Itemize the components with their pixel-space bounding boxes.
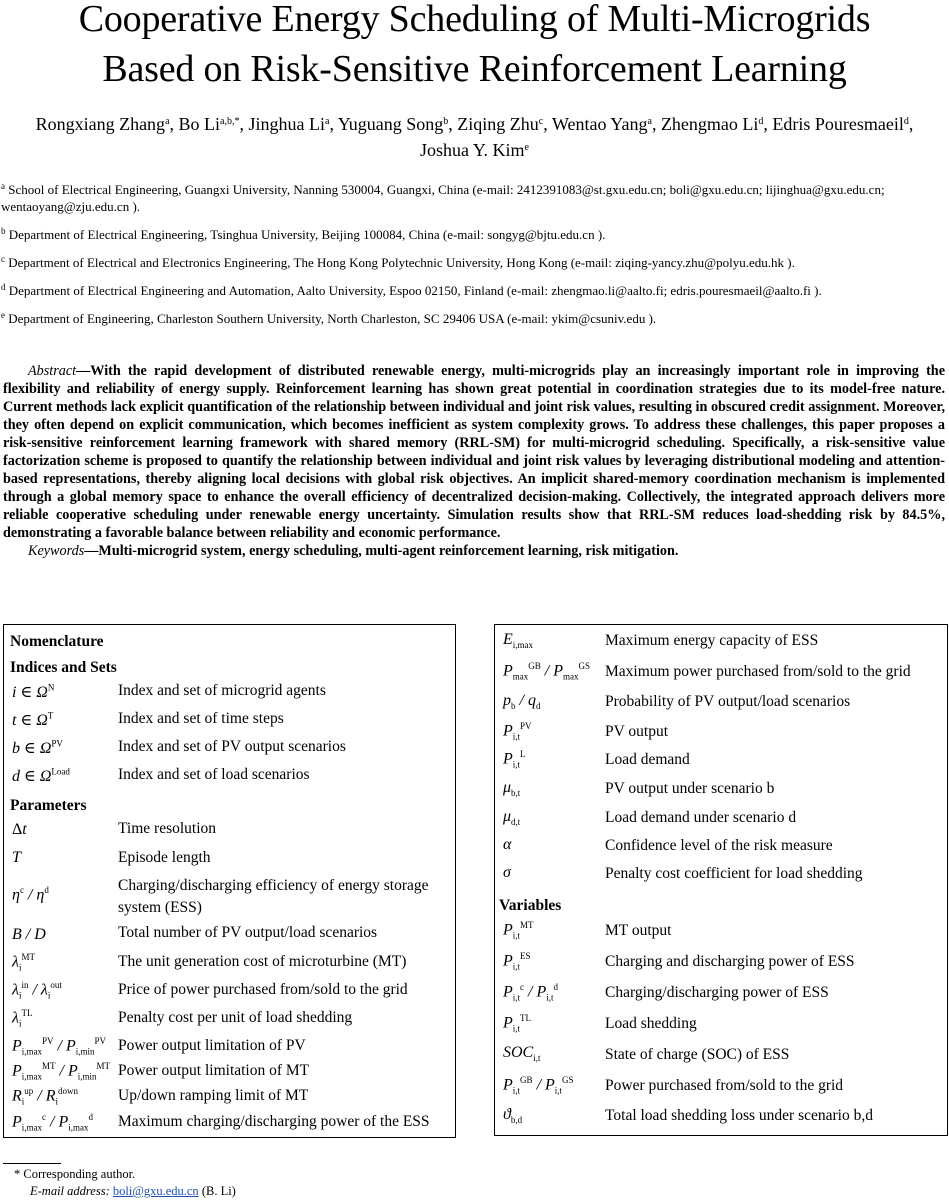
definition: Up/down ramping limit of MT xyxy=(118,1087,309,1104)
definition: Load demand under scenario d xyxy=(605,809,797,826)
corresponding-note: * Corresponding author. xyxy=(14,1167,136,1181)
keywords-label: Keywords xyxy=(28,543,85,559)
definition: Power output limitation of PV xyxy=(118,1037,306,1054)
footnote-rule xyxy=(3,1163,61,1164)
symbol: $ϑ_{b,d}$ xyxy=(503,1106,523,1126)
definition: PV output under scenario b xyxy=(605,780,775,797)
symbol: $SOC_{i,t}$ xyxy=(503,1044,541,1064)
author-list: Rongxiang Zhang$^a$, Bo $Li^{a,b,*}$, Jinghua Li$^a$, Yuguang Song$^b$, Ziqing Zhu$^c$, Wentao Yang$^a$, Zhengmao Li$^d$, Edris Pouresmaeil$^d$, Joshua Y. Kim$^e$ xyxy=(35,114,914,160)
section-variables: Variables xyxy=(499,897,562,914)
symbol: $\lambda_i^{in} / \lambda_i^{out}$ xyxy=(12,980,62,1001)
author-sup: d xyxy=(758,116,764,127)
affiliation xyxy=(1,279,945,299)
abstract-text: —With the rapid development of distributed renewable energy, multi-microgrids play an increasingly important role in improving the flexibility and reliability of energy supply. Reinforcement learning has shown great potential in coordination strategies due to its model-free nature. Current methods lack explicit quantification of the relationship between individual and joint risk values, resulting in obscured credit assignment. Moreover, they often depend on explicit communication, which becomes inefficient as system complexity grows. To address these challenges, this paper proposes a risk-sensitive reinforcement learning framework with shared memory (RRL-SM) for multi-microgrid scheduling. Specifically, a risk-sensitive value factorization scheme is proposed to quantify the relationship between individual and joint risk values by leveraging distributional modeling and attention-based representations, thereby aligning local decisions with global risk objectives. An implicit shared-memory coordination mechanism is implemented through a global memory space to enhance the overall efficiency of decentralized decision-making. Collectively, the integrated approach delivers more reliable cooperative scheduling under renewable energy uncertainty. Simulation results show that RRL-SM reduces load-shedding risk by 84.5%, demonstrating a favorable balance between reliability and economic performance. xyxy=(3,363,945,541)
abstract xyxy=(3,362,945,560)
symbol: $P_{i,t}^{MT}$ xyxy=(503,920,534,941)
symbol: t ∈ $\Omega^T$ xyxy=(12,710,54,729)
definition: Charging/discharging efficiency of energy storage system (ESS) xyxy=(118,877,429,916)
author-sup: a,b,* xyxy=(220,116,240,127)
affil-sup: c xyxy=(1,254,5,264)
symbol: $P_{i,max}^{PV} / P_{i,min}^{PV}$ xyxy=(12,1036,107,1057)
affiliation xyxy=(1,223,945,243)
symbol: $\mu_{d,t}$ xyxy=(503,808,521,828)
paper-title xyxy=(0,0,949,94)
symbol: B / D xyxy=(12,926,46,943)
definition: Confidence level of the risk measure xyxy=(605,837,833,854)
definition: Maximum energy capacity of ESS xyxy=(605,632,819,649)
definition: Total number of PV output/load scenarios xyxy=(118,924,378,941)
email-link[interactable]: boli@gxu.edu.cn xyxy=(112,1184,199,1198)
author-sup: a xyxy=(324,116,330,127)
definition: Episode length xyxy=(118,849,211,866)
keywords-paragraph xyxy=(3,542,945,560)
author-name: Jinghua Li xyxy=(248,114,325,134)
affil-text: School of Electrical Engineering, Guangxi University, Nanning 530004, Guangxi, China (e-mail: 2412391083@st.gxu.edu.cn; boli@gxu.edu.cn; lijinghua@gxu.edu.cn; wentaoyang@zju.edu.cn ). xyxy=(1,182,885,214)
symbol: $P_{i,t}^{ES}$ xyxy=(503,951,531,972)
email-owner: (B. Li) xyxy=(201,1184,236,1198)
section-parameters: Parameters xyxy=(10,797,87,814)
symbol: $\mu_{b,t}$ xyxy=(503,779,521,799)
affil-text: Department of Electrical Engineering, Tsinghua University, Beijing 100084, China (e-mail: songyg@bjtu.edu.cn ). xyxy=(8,227,606,242)
title-line-1: Cooperative Energy Scheduling of Multi-Microgrids xyxy=(78,0,871,40)
symbol: $P_{i,t}^{TL}$ xyxy=(503,1013,532,1034)
definition: Penalty cost coefficient for load shedding xyxy=(605,865,863,882)
keywords-text: —Multi-microgrid system, energy scheduling, multi-agent reinforcement learning, risk mitigation. xyxy=(84,543,679,559)
symbol: $E_{i,max}$ xyxy=(503,631,534,651)
author-sup: d xyxy=(903,116,909,127)
symbol: $P_{i,t}^c / P_{i,t}^d$ xyxy=(503,982,559,1003)
affiliations xyxy=(1,178,945,335)
section-indices: Indices and Sets xyxy=(10,659,117,676)
affil-text: Department of Engineering, Charleston Southern University, North Charleston, SC 29406 USA (e-mail: ykim@csuniv.edu ). xyxy=(8,311,657,326)
author-name: Rongxiang Zhang xyxy=(35,114,166,134)
affil-sup: b xyxy=(1,226,6,236)
author-name: Wentao Yang xyxy=(551,114,648,134)
symbol: σ xyxy=(503,864,511,881)
affil-sup: a xyxy=(1,181,5,191)
symbol: $P_{i,t}^{PV}$ xyxy=(503,721,532,742)
definition: Total load shedding loss under scenario b,d xyxy=(605,1107,873,1124)
nomenclature-right xyxy=(494,624,948,1136)
definition: Price of power purchased from/sold to the grid xyxy=(118,981,408,998)
affil-sup: e xyxy=(1,310,5,320)
affiliation xyxy=(1,251,945,271)
symbol: $P_{max}^{GB} / P_{max}^{GS}$ xyxy=(503,661,591,682)
definition: State of charge (SOC) of ESS xyxy=(605,1046,790,1063)
nomenclature-left xyxy=(3,624,456,1138)
definition: Charging/discharging power of ESS xyxy=(605,984,829,1001)
email-note xyxy=(30,1184,236,1199)
email-label: E-mail address: xyxy=(30,1184,110,1198)
definition: Maximum charging/discharging power of the ESS xyxy=(118,1113,430,1130)
author-sup: a xyxy=(165,116,170,127)
definition: Power purchased from/sold to the grid xyxy=(605,1077,844,1094)
symbol: α xyxy=(503,836,512,853)
symbol: $\eta^c / \eta^d$ xyxy=(12,885,49,904)
affiliation xyxy=(1,178,945,215)
symbol: $\lambda_i^{MT}$ xyxy=(12,952,35,973)
symbol: $P_{i,t}^L$ xyxy=(503,749,526,770)
author-name: Ziqing Zhu xyxy=(457,114,539,134)
author-name: Bo Li xyxy=(178,114,221,134)
author-name: Edris Pouresmaeil xyxy=(772,114,904,134)
symbol: Δt xyxy=(12,821,27,838)
definition: MT output xyxy=(605,922,672,939)
symbol: d ∈ $\Omega^{Load}$ xyxy=(12,766,70,785)
definition: Index and set of time steps xyxy=(118,710,284,727)
definition: Index and set of PV output scenarios xyxy=(118,738,346,755)
author-sup: c xyxy=(538,116,544,127)
author-name: Zhengmao Li xyxy=(660,114,759,134)
definition: Charging and discharging power of ESS xyxy=(605,953,855,970)
definition: The unit generation cost of microturbine (MT) xyxy=(118,953,407,970)
affil-text: Department of Electrical Engineering and Automation, Aalto University, Espoo 02150, Finland (e-mail: zhengmao.li@aalto.fi; edris.pouresmaeil@aalto.fi ). xyxy=(8,283,822,298)
symbol: $P_{i,max}^c / P_{i,max}^d$ xyxy=(12,1112,93,1133)
definition: Time resolution xyxy=(118,820,217,837)
symbol: b ∈ $\Omega^{PV}$ xyxy=(12,738,63,757)
abstract-paragraph xyxy=(3,362,945,542)
definition: Load demand xyxy=(605,751,690,768)
affil-sup: d xyxy=(1,282,6,292)
symbol: $P_{i,t}^{GB} / P_{i,t}^{GS}$ xyxy=(503,1075,574,1096)
definition: Load shedding xyxy=(605,1015,697,1032)
author-name: Joshua Y. Kim xyxy=(420,140,525,160)
definition: Penalty cost per unit of load shedding xyxy=(118,1009,353,1026)
definition: PV output xyxy=(605,723,669,740)
symbol: $\lambda_i^{TL}$ xyxy=(12,1008,33,1029)
author-name: Yuguang Song xyxy=(337,114,444,134)
symbol: i ∈ $\Omega^N$ xyxy=(12,682,55,701)
abstract-label: Abstract xyxy=(28,363,77,379)
definition: Maximum power purchased from/sold to the grid xyxy=(605,663,911,680)
definition: Power output limitation of MT xyxy=(118,1062,310,1079)
symbol: T xyxy=(12,849,21,866)
symbol: $p_b / q_d$ xyxy=(503,692,541,712)
symbol: $P_{i,max}^{MT} / P_{i,min}^{MT}$ xyxy=(12,1061,111,1082)
symbol: $R_i^{up} / R_i^{down}$ xyxy=(12,1086,79,1107)
definition: Probability of PV output/load scenarios xyxy=(605,693,851,710)
definition: Index and set of load scenarios xyxy=(118,766,310,783)
affil-text: Department of Electrical and Electronics Engineering, The Hong Kong Polytechnic University, Hong Kong (e-mail: ziqing-yancy.zhu@polyu.edu.hk ). xyxy=(8,255,795,270)
title-line-2: Based on Risk-Sensitive Reinforcement Learning xyxy=(102,48,847,90)
author-sup: e xyxy=(524,142,529,153)
affiliation xyxy=(1,307,945,327)
definition: Index and set of microgrid agents xyxy=(118,682,326,699)
author-sup: a xyxy=(647,116,652,127)
author-sup: b xyxy=(443,116,449,127)
nomenclature-title: Nomenclature xyxy=(10,633,104,650)
